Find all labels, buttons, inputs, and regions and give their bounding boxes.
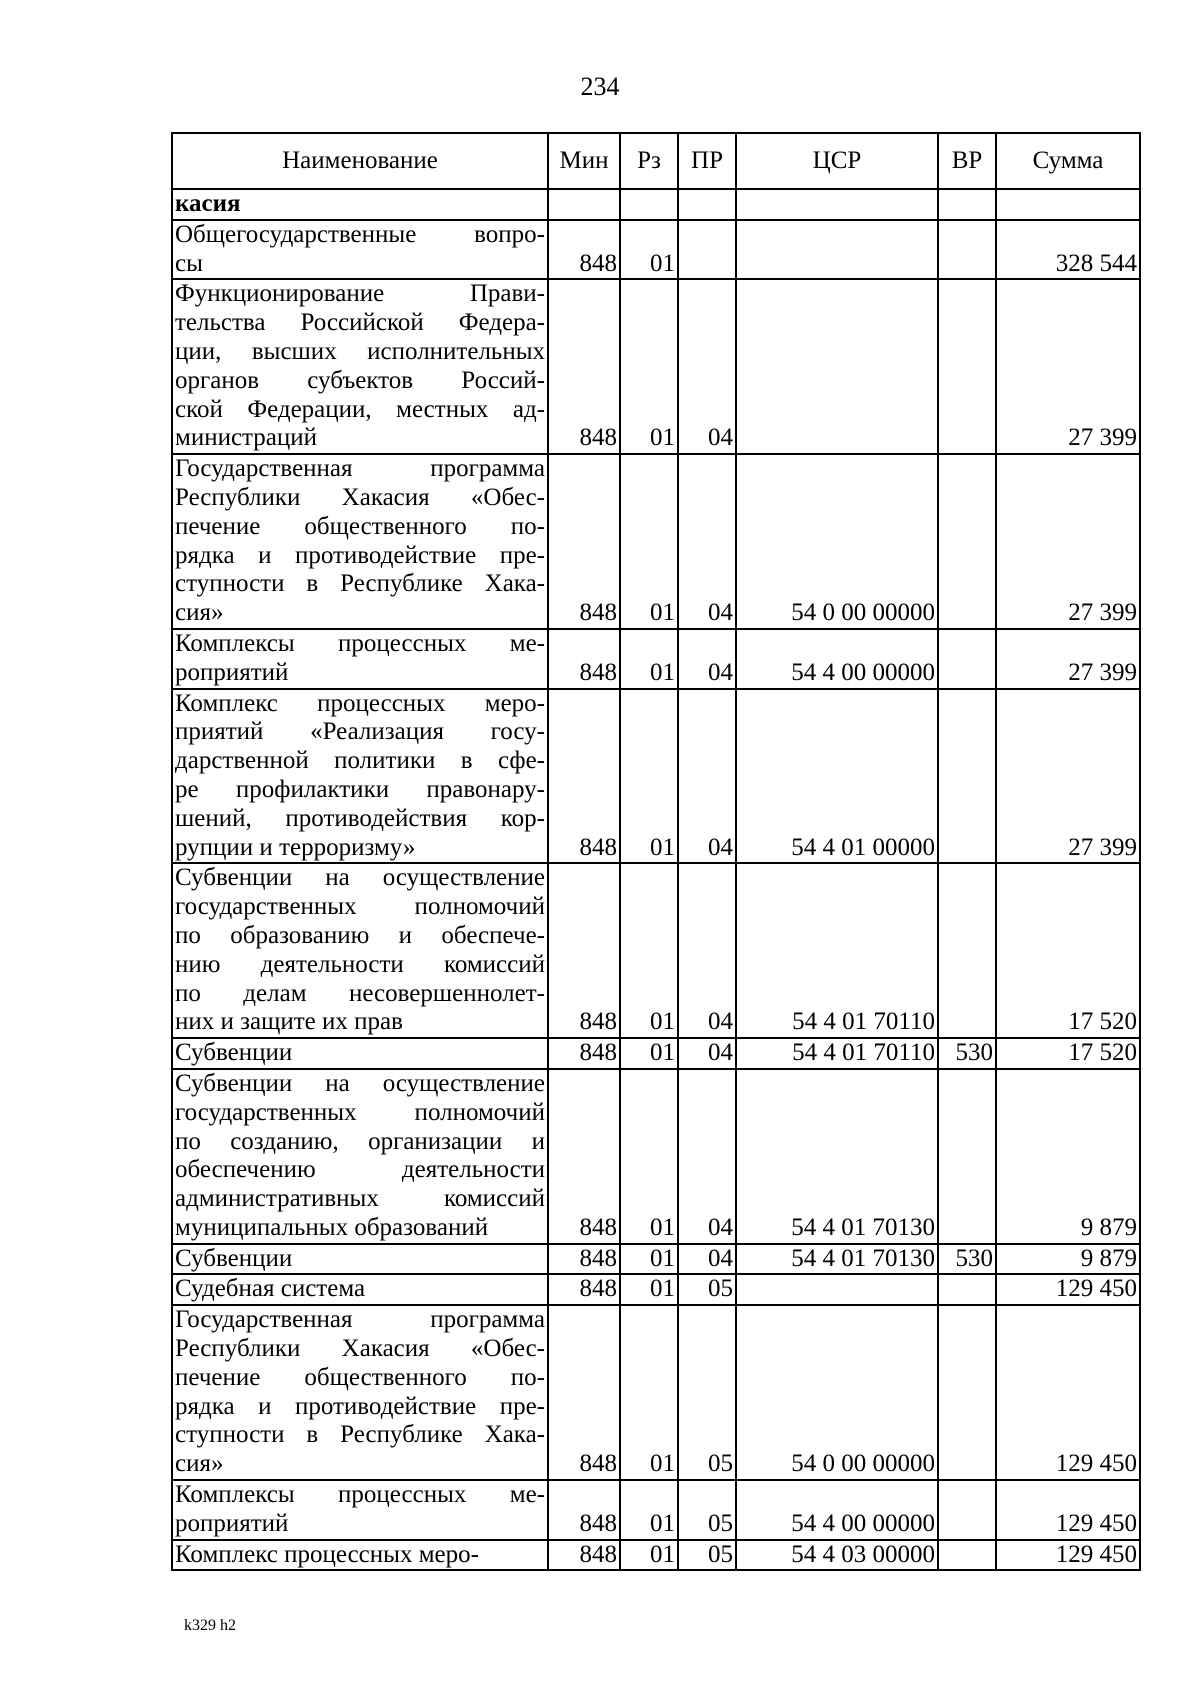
header-sum: Сумма <box>996 133 1140 189</box>
rz-cell: 01 <box>620 1244 678 1275</box>
document-code: k329 h2 <box>184 1617 236 1634</box>
pr-cell: 05 <box>678 1305 736 1480</box>
min-cell: 848 <box>548 1274 620 1305</box>
csr-cell: 54 4 00 00000 <box>736 1480 938 1540</box>
vr-cell: 530 <box>938 1038 996 1069</box>
rz-cell: 01 <box>620 863 678 1038</box>
min-cell: 848 <box>548 279 620 454</box>
name-cell: Субвенции на осуществление государственных полномочий по созданию, организации и обеспечению деятельности административных комиссий муниципальных образований <box>172 1069 548 1244</box>
name-cell: Комплекс процессных меро- <box>172 1540 548 1571</box>
table-row <box>172 1274 1140 1305</box>
sum-cell: 129 450 <box>996 1305 1140 1480</box>
vr-cell <box>938 279 996 454</box>
rz-cell <box>620 189 678 220</box>
vr-cell <box>938 1480 996 1540</box>
name-cell: Государственная программа Республики Хакасия «Обес- печение общественного по- рядка и противодействие пре- ступности в Республике Хака- сия» <box>172 454 548 629</box>
rz-cell: 01 <box>620 454 678 629</box>
table-row <box>172 863 1140 1038</box>
sum-cell: 17 520 <box>996 863 1140 1038</box>
sum-cell <box>996 189 1140 220</box>
name-cell: Субвенции <box>172 1244 548 1275</box>
min-cell: 848 <box>548 863 620 1038</box>
pr-cell: 04 <box>678 689 736 864</box>
csr-cell: 54 0 00 00000 <box>736 1305 938 1480</box>
table-body <box>172 189 1140 1570</box>
header-rz: Рз <box>620 133 678 189</box>
csr-cell: 54 4 01 70110 <box>736 863 938 1038</box>
min-cell: 848 <box>548 1038 620 1069</box>
table-row <box>172 454 1140 629</box>
vr-cell <box>938 1540 996 1571</box>
min-cell: 848 <box>548 689 620 864</box>
pr-cell: 04 <box>678 1244 736 1275</box>
csr-cell: 54 4 01 70130 <box>736 1244 938 1275</box>
pr-cell <box>678 220 736 280</box>
pr-cell: 04 <box>678 454 736 629</box>
csr-cell: 54 4 01 70110 <box>736 1038 938 1069</box>
vr-cell <box>938 454 996 629</box>
sum-cell: 17 520 <box>996 1038 1140 1069</box>
sum-cell: 9 879 <box>996 1244 1140 1275</box>
header-min: Мин <box>548 133 620 189</box>
sum-cell: 27 399 <box>996 689 1140 864</box>
name-cell: Комплекс процессных меро- приятий «Реализация госу- дарственной политики в сфе- ре профилактики правонару- шений, противодействия кор- рупции и терроризму» <box>172 689 548 864</box>
sum-cell: 27 399 <box>996 279 1140 454</box>
sum-cell: 129 450 <box>996 1540 1140 1571</box>
name-cell: Судебная система <box>172 1274 548 1305</box>
pr-cell: 05 <box>678 1540 736 1571</box>
sum-cell: 9 879 <box>996 1069 1140 1244</box>
min-cell: 848 <box>548 454 620 629</box>
rz-cell: 01 <box>620 1274 678 1305</box>
name-cell: Функционирование Прави- тельства Российской Федера- ции, высших исполнительных органов субъектов Россий- ской Федерации, местных ад- министраций <box>172 279 548 454</box>
table-row <box>172 1480 1140 1540</box>
rz-cell: 01 <box>620 629 678 689</box>
pr-cell: 04 <box>678 1038 736 1069</box>
table-row <box>172 220 1140 280</box>
vr-cell <box>938 689 996 864</box>
min-cell <box>548 189 620 220</box>
rz-cell: 01 <box>620 279 678 454</box>
min-cell: 848 <box>548 1244 620 1275</box>
csr-cell: 54 0 00 00000 <box>736 454 938 629</box>
table-row <box>172 629 1140 689</box>
pr-cell: 04 <box>678 279 736 454</box>
csr-cell: 54 4 01 00000 <box>736 689 938 864</box>
min-cell: 848 <box>548 1069 620 1244</box>
sum-cell: 129 450 <box>996 1274 1140 1305</box>
name-cell: Государственная программа Республики Хакасия «Обес- печение общественного по- рядка и противодействие пре- ступности в Республике Хака- сия» <box>172 1305 548 1480</box>
min-cell: 848 <box>548 629 620 689</box>
page-number: 234 <box>580 72 620 101</box>
vr-cell <box>938 629 996 689</box>
pr-cell: 05 <box>678 1480 736 1540</box>
vr-cell: 530 <box>938 1244 996 1275</box>
csr-cell <box>736 189 938 220</box>
name-cell: Комплексы процессных ме- роприятий <box>172 629 548 689</box>
name-cell: Субвенции <box>172 1038 548 1069</box>
vr-cell <box>938 863 996 1038</box>
name-cell: Субвенции на осуществление государственных полномочий по образованию и обеспече- нию деятельности комиссий по делам несовершеннолет- них и защите их прав <box>172 863 548 1038</box>
header-row <box>172 133 1140 189</box>
header-name: Наименование <box>172 133 548 189</box>
vr-cell <box>938 1069 996 1244</box>
table-row <box>172 689 1140 864</box>
min-cell: 848 <box>548 1305 620 1480</box>
budget-table <box>171 132 1141 1571</box>
csr-cell: 54 4 01 70130 <box>736 1069 938 1244</box>
sum-cell: 129 450 <box>996 1480 1140 1540</box>
pr-cell <box>678 189 736 220</box>
min-cell: 848 <box>548 1480 620 1540</box>
pr-cell: 04 <box>678 1069 736 1244</box>
name-cell: Общегосударственные вопро- сы <box>172 220 548 280</box>
vr-cell <box>938 1305 996 1480</box>
min-cell: 848 <box>548 1540 620 1571</box>
pr-cell: 04 <box>678 629 736 689</box>
table-row <box>172 279 1140 454</box>
table-row <box>172 1069 1140 1244</box>
vr-cell <box>938 220 996 280</box>
pr-cell: 04 <box>678 863 736 1038</box>
rz-cell: 01 <box>620 1480 678 1540</box>
csr-cell <box>736 220 938 280</box>
sum-cell: 27 399 <box>996 454 1140 629</box>
csr-cell <box>736 1274 938 1305</box>
vr-cell <box>938 189 996 220</box>
csr-cell <box>736 279 938 454</box>
min-cell: 848 <box>548 220 620 280</box>
header-vr: ВР <box>938 133 996 189</box>
rz-cell: 01 <box>620 1540 678 1571</box>
pr-cell: 05 <box>678 1274 736 1305</box>
rz-cell: 01 <box>620 1305 678 1480</box>
sum-cell: 27 399 <box>996 629 1140 689</box>
header-csr: ЦСР <box>736 133 938 189</box>
sum-cell: 328 544 <box>996 220 1140 280</box>
rz-cell: 01 <box>620 1038 678 1069</box>
table-row <box>172 1244 1140 1275</box>
table-row <box>172 1038 1140 1069</box>
table-row <box>172 1305 1140 1480</box>
csr-cell: 54 4 03 00000 <box>736 1540 938 1571</box>
vr-cell <box>938 1274 996 1305</box>
table-row <box>172 1540 1140 1571</box>
table-row <box>172 189 1140 220</box>
rz-cell: 01 <box>620 220 678 280</box>
name-cell: Комплексы процессных ме- роприятий <box>172 1480 548 1540</box>
rz-cell: 01 <box>620 1069 678 1244</box>
csr-cell: 54 4 00 00000 <box>736 629 938 689</box>
header-pr: ПР <box>678 133 736 189</box>
rz-cell: 01 <box>620 689 678 864</box>
name-cell: касия <box>172 189 548 220</box>
